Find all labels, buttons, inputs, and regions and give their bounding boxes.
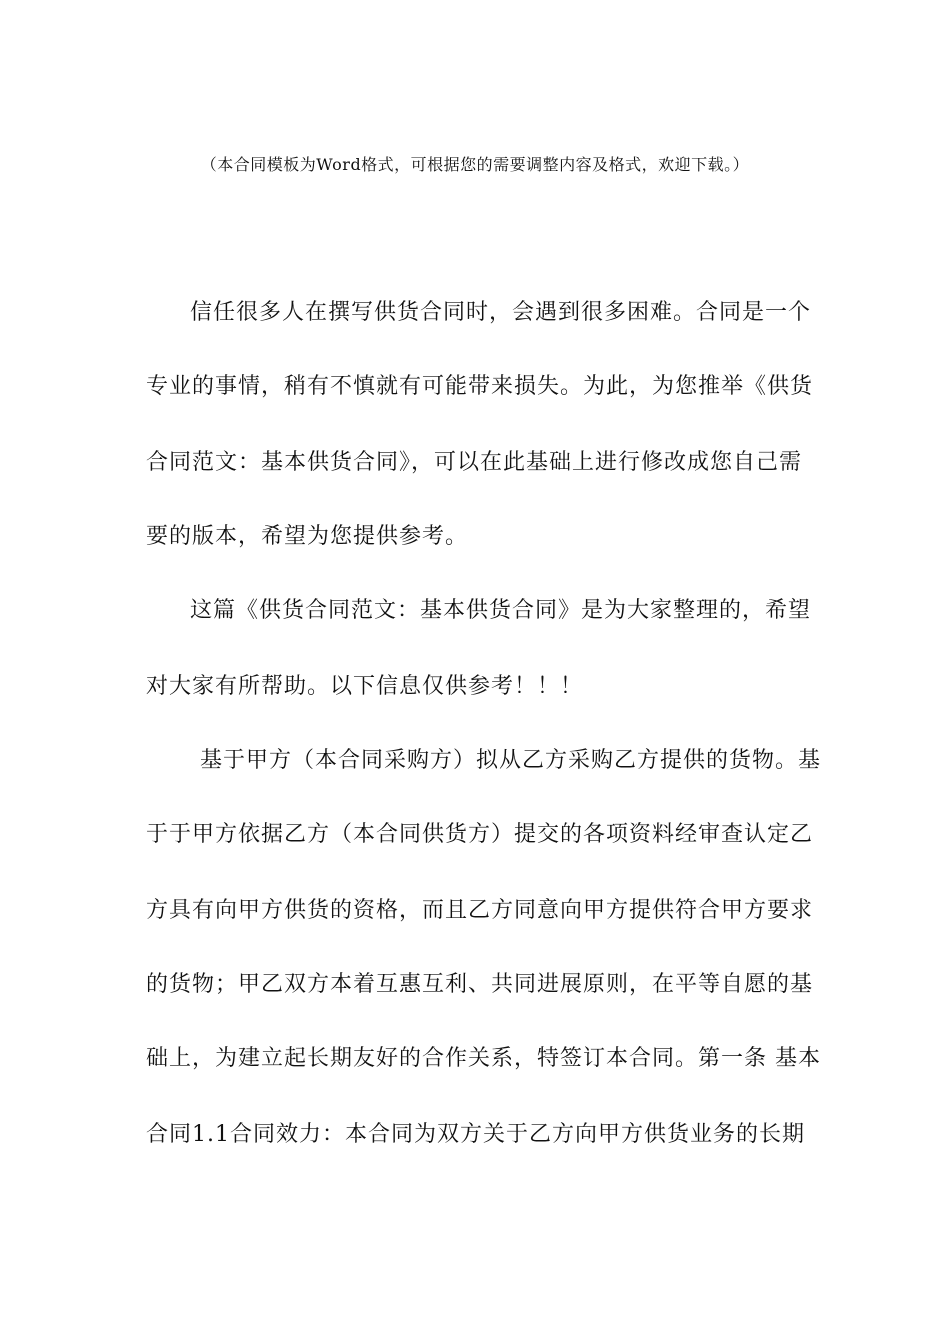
paragraph-2-line-1: 这篇《供货合同范文：基本供货合同》是为大家整理的，希望 (190, 598, 812, 623)
paragraph-1-line-1: 信任很多人在撰写供货合同时，会遇到很多困难。合同是一个 (190, 300, 812, 325)
paragraph-3-line-4: 的货物；甲乙双方本着互惠互利、共同进展原则，在平等自愿的基 (146, 972, 814, 997)
paragraph-1-line-4: 要的版本，希望为您提供参考。 (146, 524, 469, 549)
paragraph-3-line-5: 础上，为建立起长期友好的合作关系，特签订本合同。第一条 基本 (146, 1046, 821, 1071)
paragraph-3-line-1: 基于甲方（本合同采购方）拟从乙方采购乙方提供的货物。基 (200, 748, 822, 773)
paragraph-3-line-6: 合同1.1合同效力：本合同为双方关于乙方向甲方供货业务的长期 (146, 1122, 805, 1147)
paragraph-3-line-3: 方具有向甲方供货的资格，而且乙方同意向甲方提供符合甲方要求 (146, 898, 814, 923)
paragraph-1-line-2: 专业的事情，稍有不慎就有可能带来损失。为此，为您推举《供货 (146, 374, 814, 399)
paragraph-2-line-2: 对大家有所帮助。以下信息仅供参考！！！ (146, 674, 584, 699)
paragraph-1-line-3: 合同范文：基本供货合同》，可以在此基础上进行修改成您自己需 (146, 450, 803, 475)
template-note: （本合同模板为Word格式，可根据您的需要调整内容及格式，欢迎下载。） (200, 155, 750, 174)
paragraph-3-line-2: 于于甲方依据乙方（本合同供货方）提交的各项资料经审查认定乙 (146, 822, 814, 847)
